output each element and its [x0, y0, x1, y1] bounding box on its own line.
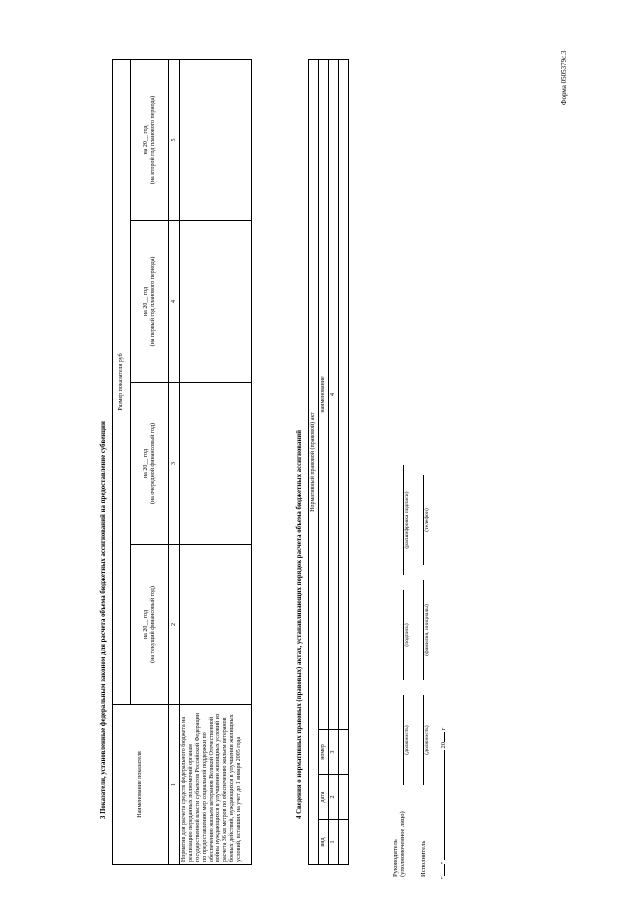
header-col-current-year: на 20__ год [142, 609, 149, 640]
date-suffix: г [440, 727, 447, 731]
col-number: 4 [169, 221, 180, 383]
value-cell-next [180, 383, 252, 545]
header-size: Размер показателя руб [113, 59, 131, 704]
date-line [440, 728, 447, 879]
section4-table [308, 59, 349, 865]
act-title-cell [339, 59, 349, 729]
col-number: 2 [329, 775, 339, 820]
header-type: вид [319, 820, 329, 865]
header-col-next-desc: (на очередной финансовый год) [149, 422, 156, 505]
value-cell-current [180, 545, 252, 705]
head-fullname-field [394, 465, 410, 575]
exec-label: Исполнитель [420, 840, 427, 877]
header-col-next-year: на 20__ год [142, 448, 149, 479]
head-fullname-caption: (расшифровка подписи) [404, 491, 410, 549]
section4-title: 4 Сведения о нормативных правовых (правовых) актах, устанавливающих порядок расчета объема бюджетных ассигнований [296, 429, 303, 819]
exec-phone-caption: (телефон) [424, 508, 430, 532]
form-id: Форма 0505379с.3 [560, 50, 568, 105]
head-label [392, 811, 407, 877]
exec-phone-line [414, 475, 424, 565]
header-col-plan2 [131, 59, 169, 220]
header-col-plan2-desc: (на второй год планового периода) [149, 95, 156, 185]
act-type-cell [339, 820, 349, 865]
section3-table [112, 59, 252, 865]
exec-fullname-line [414, 580, 424, 680]
exec-fullname-caption: (фамилия, инициалы) [424, 604, 430, 656]
col-number: 3 [169, 383, 180, 545]
value-cell-plan2 [180, 59, 252, 220]
date-quote-close: " [440, 861, 447, 865]
section3-title: 3 Показатели, установленные федеральным законом для расчета объема бюджетных ассигнований на предоставление субвенции [100, 421, 107, 819]
head-position-field [394, 695, 410, 785]
exec-phone-field [414, 475, 430, 565]
header-col-plan1-year: на 20__ год [142, 286, 149, 317]
act-date-cell [339, 775, 349, 820]
head-fullname-line [394, 465, 404, 575]
head-position-line [394, 695, 404, 785]
header-title: наименование [319, 59, 329, 729]
date-quote-open: " [440, 876, 447, 879]
header-col-plan1-desc: (на первый год планового периода) [149, 256, 156, 347]
header-col-current [131, 545, 169, 705]
header-col-current-desc: (на текущий финансовый год) [149, 586, 156, 663]
value-cell-plan1 [180, 221, 252, 383]
col-number: 2 [169, 545, 180, 705]
exec-fullname-field [414, 580, 430, 680]
head-signature-line [394, 590, 404, 680]
head-signature-caption: (подпись) [404, 623, 410, 647]
exec-position-line [414, 695, 424, 785]
header-indicator-name: Наименование показателя [113, 705, 169, 865]
header-date: дата [319, 775, 329, 820]
col-number: 3 [329, 730, 339, 775]
head-label-subtitle: (уполномоченное лицо) [399, 811, 407, 877]
col-number: 5 [169, 59, 180, 220]
head-signature-field [394, 590, 410, 680]
col-number: 1 [169, 705, 180, 865]
indicator-row-text: Норматив для расчета средств федерального бюджета на реализацию переданных полномочий органам государственной власти субъектов Российской Федерации по предоставлению мер социальной поддержки по обеспечению жильем ветеранов Великой Отечественной войны нуждающихся в улучшении жилищных условий из расчета 36 кв метров по обеспечению жильем ветеранов боевых действий, нуждающихся в улучшении жилищных условий, вставших на учет до 1 января 2005 года [180, 705, 252, 865]
header-col-plan1 [131, 221, 169, 383]
header-col-plan2-year: на 20__ год [142, 125, 149, 155]
header-number: номер [319, 730, 329, 775]
act-number-cell [339, 730, 349, 775]
date-year: 20 [440, 741, 447, 749]
exec-position-caption: (должность) [424, 725, 430, 755]
col-number: 4 [329, 59, 339, 729]
exec-position-field [414, 695, 430, 785]
head-position-caption: (должность) [404, 725, 410, 755]
header-legal-act: Нормативный правовой (правовой) акт [309, 59, 319, 864]
col-number: 1 [329, 820, 339, 865]
head-label-title: Руководитель [392, 839, 399, 877]
header-col-next [131, 383, 169, 545]
